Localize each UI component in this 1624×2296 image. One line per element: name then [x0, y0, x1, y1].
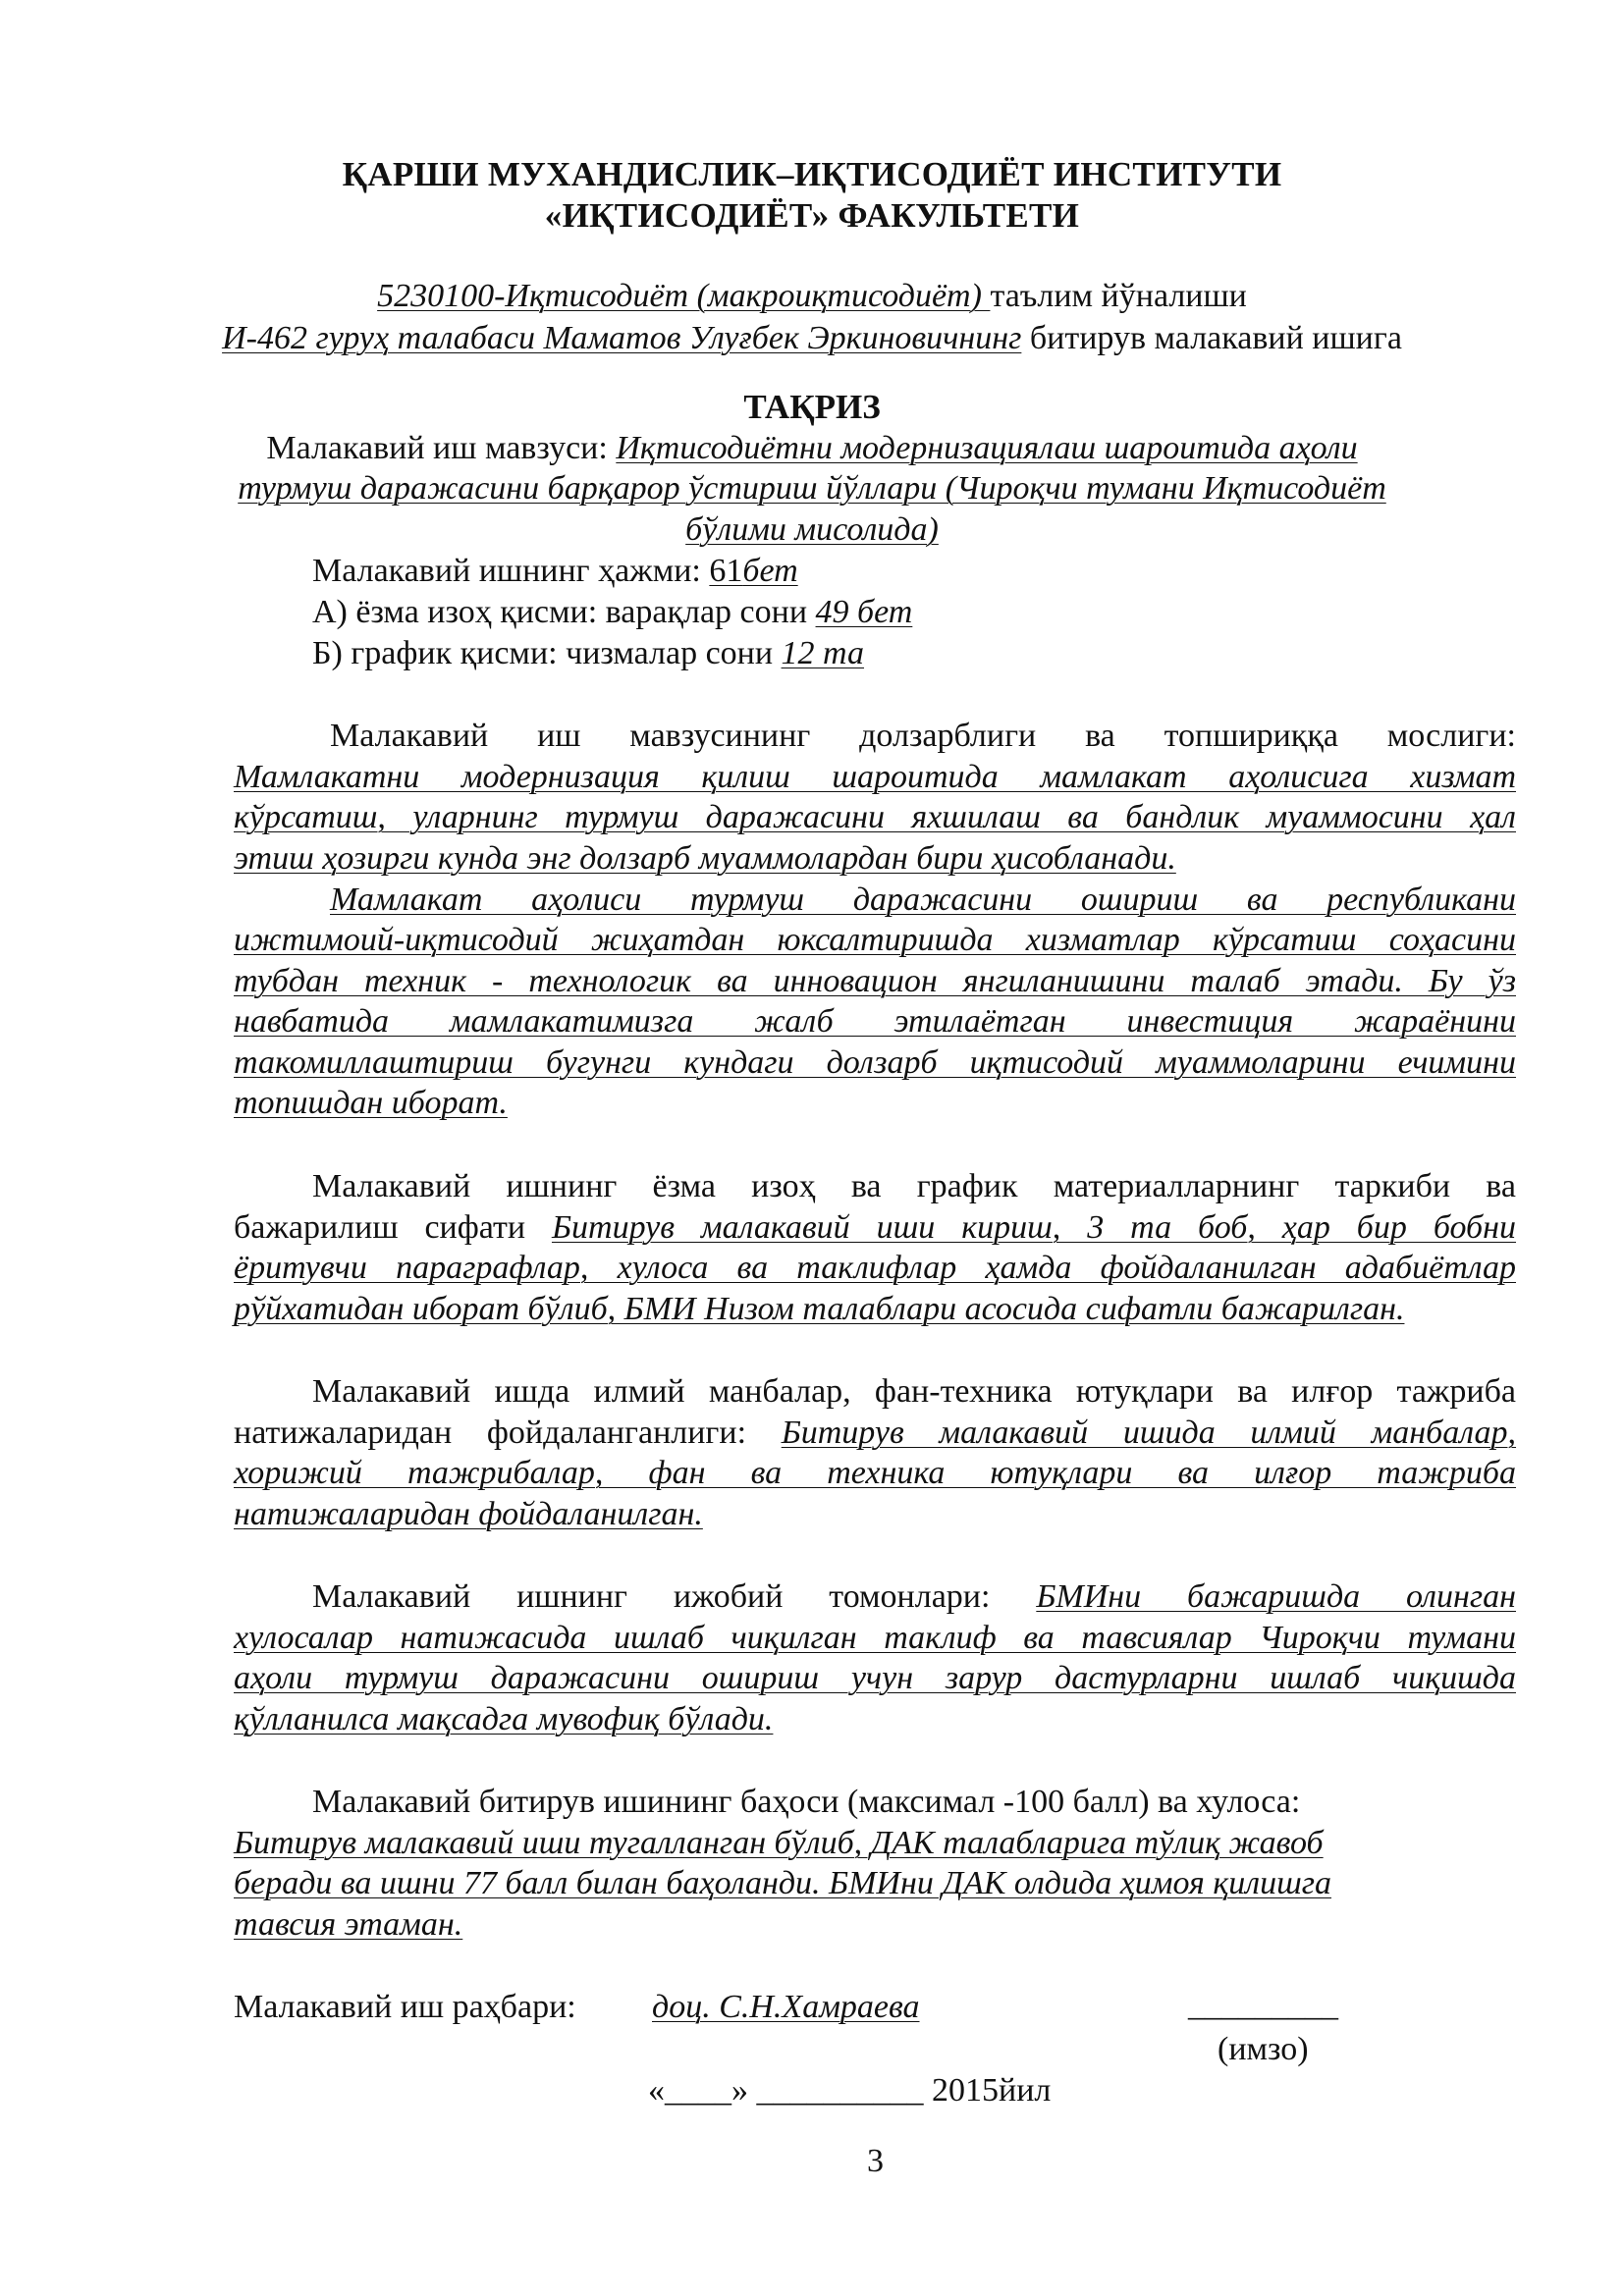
sources-label: Малакавий ишда илмий манбалар, фан-техника ютуқлари ва илғор тажриба	[312, 1373, 1516, 1410]
relevance-line: такомиллаштириш бугунги кундаги долзарб иқтисодий муаммоларини ечимини	[234, 1044, 1516, 1081]
page-number: 3	[867, 2143, 884, 2179]
creative-label: Малакавий ишнинг ижобий томонлари:	[312, 1578, 1037, 1615]
supervisor-name: доц. С.Н.Хамраева	[652, 1989, 920, 2025]
relevance-line: топишдан иборат.	[234, 1085, 508, 1121]
graph-part-value: 12 та	[781, 635, 865, 671]
sources-label-2: натижаларидан фойдаланганлиги:	[234, 1415, 782, 1451]
volume-value	[709, 553, 797, 589]
text-part-label: А) ёзма изоҳ қисми: варақлар сони	[312, 594, 816, 630]
faculty-title: «ИҚТИСОДИЁТ» ФАКУЛЬТЕТИ	[544, 196, 1080, 235]
supervisor-label: Малакавий иш раҳбари:	[234, 1989, 576, 2025]
text-part-value: 49 бет	[815, 594, 913, 630]
volume-label: Малакавий ишнинг ҳажми:	[312, 553, 710, 589]
signature-blank: _________	[1188, 1987, 1338, 2023]
relevance-line: тубдан техник - технологик ва инновацион янгиланишини талаб этади. Бу ўз	[234, 963, 1516, 999]
creative-value-4: қўлланилса мақсадга мувофиқ бўлади.	[234, 1701, 774, 1737]
relevance-line: кўрсатиш, уларнинг турмуш даражасини яхшилаш ва бандлик муаммосини ҳал	[234, 799, 1516, 835]
direction-line	[0, 280, 1624, 313]
composition-label: Малакавий ишнинг ёзма изоҳ ва график материалларнинг таркиби ва	[312, 1168, 1516, 1204]
grade-line-2: беради ва ишни 77 балл билан баҳоланди. БМИни ДАК олдида ҳимоя қилишга	[234, 1865, 1332, 1901]
creative-value-3: аҳоли турмуш даражасини ошириш учун зарур дастурларни ишлаб чиқишда	[234, 1660, 1516, 1696]
sources-line-2	[234, 1416, 1516, 1450]
topic-value-1: Иқтисодиётни модернизациялаш шароитида аҳоли	[616, 430, 1358, 466]
grade-label: Малакавий битирув ишининг баҳоси (максимал -100 балл) ва хулоса:	[312, 1784, 1301, 1820]
sources-value-1: Битирув малакавий ишида илмий манбалар,	[781, 1415, 1517, 1451]
relevance-label: Малакавий иш мавзусининг долзарблиги ва топшириққа мослиги:	[330, 718, 1516, 754]
signature-date: «____» __________ 2015йил	[648, 2072, 1052, 2109]
composition-value-2: ёритувчи параграфлар, хулоса ва таклифлар ҳамда фойдаланилган адабиётлар	[234, 1250, 1516, 1286]
topic-line-2: турмуш даражасини барқарор ўстириш йўллари (Чироқчи тумани Иқтисодиёт	[238, 470, 1386, 507]
creative-value-2: хулосалар натижасида ишлаб чиқилган таклиф ва тавсиялар Чироқчи тумани	[234, 1620, 1516, 1656]
direction-suffix: таълим йўналиши	[990, 278, 1247, 314]
composition-line-2	[234, 1211, 1516, 1245]
volume-unit: бет	[742, 553, 798, 589]
review-title: ТАҚРИЗ	[743, 388, 881, 426]
relevance-line: навбатида мамлакатимизга жалб этилаётган инвестиция жараёнини	[234, 1003, 1516, 1040]
text-part-line	[312, 596, 912, 629]
volume-line	[312, 555, 798, 588]
sources-value-2: хорижий тажрибалар, фан ва техника ютуқлари ва илғор тажриба	[234, 1455, 1516, 1491]
volume-number: 61	[709, 553, 743, 589]
graph-part-line	[312, 637, 864, 670]
direction-code: 5230100-Иқтисодиёт (макроиқтисодиёт)	[377, 278, 991, 314]
graph-part-label: Б) график қисми: чизмалар сони	[312, 635, 782, 671]
composition-value-3: рўйхатидан иборат бўлиб, БМИ Низом талаблари асосида сифатли бажарилган.	[234, 1291, 1405, 1327]
topic-label: Малакавий иш мавзуси:	[266, 430, 617, 466]
signature-caption: (имзо)	[1218, 2031, 1309, 2067]
composition-label-2: бажарилиш сифати	[234, 1209, 552, 1246]
creative-line-1	[312, 1580, 1516, 1614]
grade-line-3: тавсия этаман.	[234, 1906, 463, 1943]
student-name: И-462 гуруҳ талабаси Маматов Улуғбек Эркиновичнинг	[222, 320, 1022, 356]
relevance-line: Мамлакат аҳолиси турмуш даражасини ошириш ва республикани	[330, 881, 1516, 918]
institute-title: ҚАРШИ МУХАНДИСЛИК–ИҚТИСОДИЁТ ИНСТИТУТИ	[342, 155, 1282, 193]
relevance-line: Мамлакатни модернизация қилиш шароитида мамлакат аҳолисига хизмат	[234, 759, 1516, 795]
topic-line-3: бўлими мисолида)	[685, 511, 939, 548]
topic-line-1	[0, 432, 1624, 465]
creative-value-1: БМИни бажаришда олинган	[1036, 1578, 1516, 1615]
composition-value-1: Битирув малакавий иши кириш, 3 та боб, ҳар бир бобни	[551, 1209, 1517, 1246]
relevance-line: ижтимоий-иқтисодий жиҳатдан юксалтиришда хизматлар кўрсатиш соҳасини	[234, 922, 1516, 958]
student-line	[0, 322, 1624, 355]
student-suffix: битирув малакавий ишига	[1021, 320, 1402, 356]
grade-line-1: Битирув малакавий иши тугалланган бўлиб, ДАК талабларига тўлиқ жавоб	[234, 1825, 1324, 1861]
relevance-line: этиш ҳозирги кунда энг долзарб муаммолардан бири ҳисобланади.	[234, 840, 1176, 877]
sources-value-3: натижаларидан фойдаланилган.	[234, 1496, 703, 1532]
